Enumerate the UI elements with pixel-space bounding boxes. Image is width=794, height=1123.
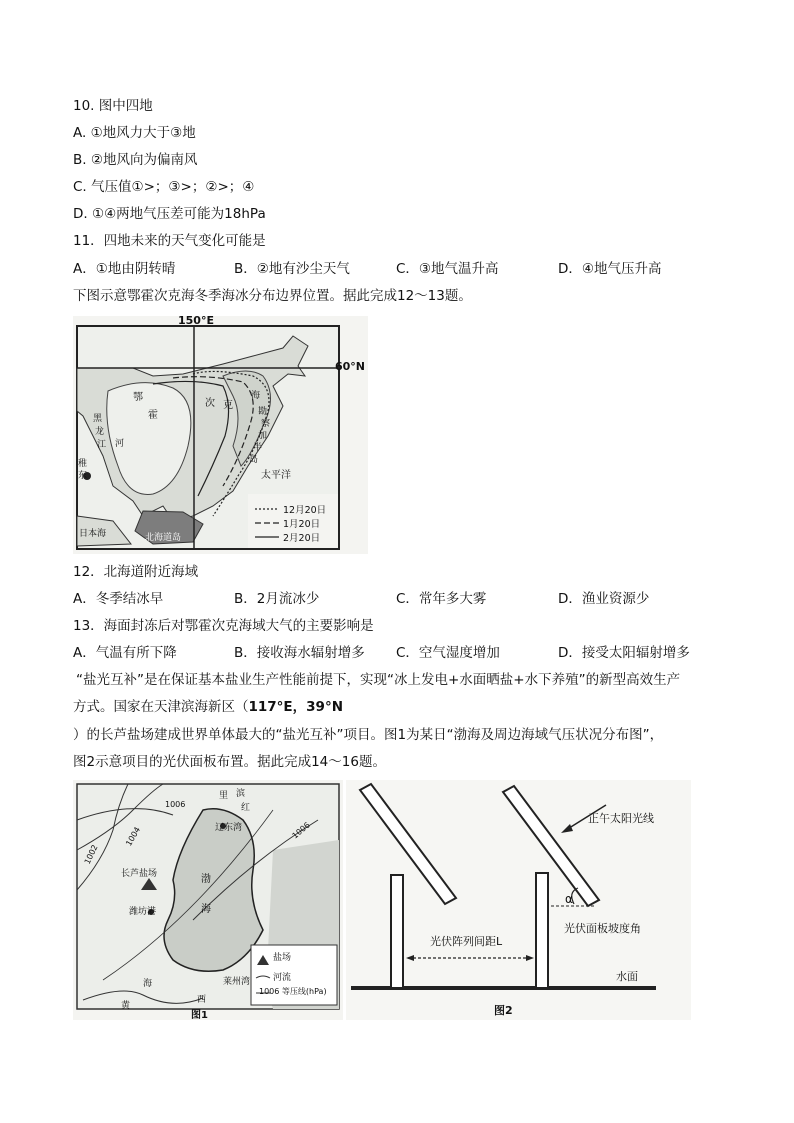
figure-2-caption: 图2 (494, 1004, 513, 1017)
place-label: 海 (143, 979, 153, 989)
q10-option-c: C. 气压值①>；③>；②>；④ (73, 179, 255, 195)
tilt-angle-label: 光伏面板坡度角 (564, 922, 641, 935)
legend-river: 河流 (273, 973, 292, 983)
lat-label: 60°N (335, 360, 366, 373)
q10-option-b: B. ②地风向为偏南风 (73, 152, 198, 168)
region-label: 海 (251, 391, 261, 401)
bohai-pressure-map (73, 780, 343, 1020)
q13-option-a: A．气温有所下降 (73, 645, 177, 661)
place-label: 西 (197, 995, 207, 1005)
intro-text: 方式。国家在天津滨海新区（ (73, 699, 249, 715)
q10-stem: 10. 图中四地 (73, 98, 153, 114)
water-surface-label: 水面 (616, 970, 638, 983)
region-label: 勘 (258, 407, 268, 417)
intro-salt-solar-1: “盐光互补”是在保证基本盐业生产性能前提下，实现“冰上发电+水面晒盐+水下养殖”的新型高效生产 (76, 672, 681, 688)
place-label: 渤 (201, 874, 211, 885)
isobar-label: 1006 (165, 800, 186, 809)
legend-feb: 2月20日 (283, 533, 321, 544)
lon-label: 150°E (178, 316, 214, 327)
place-label: 滨 (236, 789, 246, 799)
region-label: 龙 (95, 427, 105, 437)
q11-option-c: C．③地气温升高 (396, 261, 499, 277)
q12-stem: 12．北海道附近海域 (73, 564, 199, 580)
place-label: 里 (219, 791, 229, 801)
q11-option-a: A．①地由阴转晴 (73, 261, 176, 277)
hokkaido-label: 北海道岛 (145, 533, 182, 543)
legend-isobar: 1006 等压线(hPa) (259, 987, 327, 996)
q12-option-b: B．2月流冰少 (234, 591, 320, 607)
isobar-label: 1004 (124, 825, 143, 848)
q13-option-d: D．接受太阳辐射增多 (558, 645, 690, 661)
legend-jan: 1月20日 (283, 519, 321, 530)
q11-stem: 11．四地未来的天气变化可能是 (73, 233, 266, 249)
region-label: 东 (78, 471, 88, 481)
q10-option-a: A. ①地风力大于③地 (73, 125, 196, 141)
legend-dec: 12月20日 (283, 505, 327, 516)
intro-salt-solar-3: ）的长芦盐场建成世界单体最大的“盐光互补”项目。图1为某日“渤海及周边海域气压状况分布图”， (73, 727, 664, 743)
liaodong-bay-label: 辽东湾 (215, 823, 243, 833)
region-label: 江 (97, 440, 107, 450)
q13-option-c: C．空气湿度增加 (396, 645, 500, 661)
isobar-label: 1006 (290, 820, 312, 841)
place-label: 黄 (121, 1001, 131, 1011)
okhotsk-ice-map (73, 316, 368, 554)
q12-option-c: C．常年多大雾 (396, 591, 487, 607)
place-label: 红 (241, 803, 251, 813)
region-label: 加 (258, 431, 268, 441)
region-label: 半 (253, 443, 263, 453)
place-label: 海 (201, 904, 211, 915)
legend-salt-field: 盐场 (273, 953, 292, 963)
sunlight-label: 正午太阳光线 (588, 812, 654, 825)
region-label: 霍 (148, 410, 158, 421)
weifang-port-label: 潍坊港 (129, 907, 157, 917)
q10-option-d: D. ①④两地气压差可能为18hPa (73, 206, 266, 222)
intro-salt-solar-4: 图2示意项目的光伏面板布置。据此完成14～16题。 (73, 754, 386, 770)
array-spacing-label: 光伏阵列间距L (430, 935, 503, 948)
pv-panel-diagram (346, 780, 691, 1020)
figure-1-caption: 图1 (191, 1010, 208, 1020)
region-label: 鄂 (133, 392, 143, 403)
region-label: 河 (115, 439, 125, 449)
sea-of-japan-label: 日本海 (79, 529, 107, 539)
region-label: 稚 (78, 459, 88, 469)
region-label: 克 (223, 400, 233, 411)
q11-option-d: D．④地气压升高 (558, 261, 662, 277)
q12-option-d: D．渔业资源少 (558, 591, 650, 607)
q11-option-b: B．②地有沙尘天气 (234, 261, 350, 277)
changlu-salt-field-label: 长芦盐场 (121, 869, 158, 879)
region-label: 次 (205, 398, 215, 409)
laizhou-bay-label: 莱州湾 (223, 977, 251, 987)
pacific-label: 太平洋 (261, 470, 291, 481)
region-label: 黑 (93, 414, 103, 424)
angle-label: α (565, 892, 573, 906)
intro-okhotsk: 下图示意鄂霍次克海冬季海冰分布边界位置。据此完成12～13题。 (73, 288, 472, 304)
q13-stem: 13．海面封冻后对鄂霍次克海域大气的主要影响是 (73, 618, 374, 634)
q13-option-b: B．接收海水辐射增多 (234, 645, 365, 661)
region-label: 察 (261, 419, 271, 429)
isobar-label: 1002 (82, 843, 100, 866)
region-label: 岛 (249, 455, 259, 465)
coordinates: 117°E，39°N (248, 699, 343, 715)
intro-salt-solar-2 (73, 698, 343, 716)
q12-option-a: A．冬季结冰早 (73, 591, 164, 607)
